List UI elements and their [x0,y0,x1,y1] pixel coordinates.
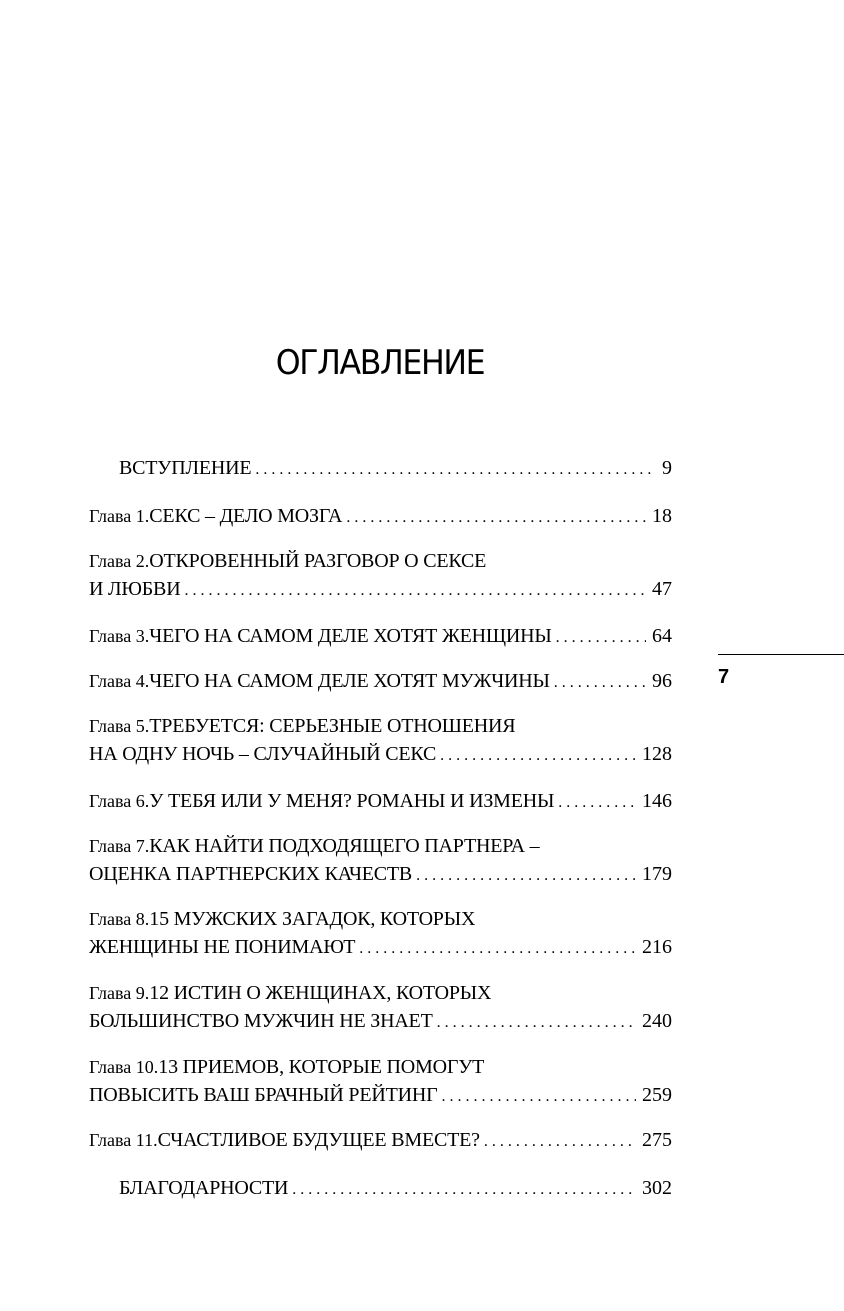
toc-entry-ch1 [89,502,672,530]
dot-leader [437,1007,636,1037]
toc-entry-ch8 [89,905,672,961]
chapter-number: Глава 2. [89,551,150,571]
toc-entry-title-continued: ЖЕНЩИНЫ НЕ ПОНИМАЮТ [89,936,356,958]
chapter-number: Глава 7. [89,836,150,856]
toc-entry-title-continued: НА ОДНУ НОЧЬ – СЛУЧАЙНЫЙ СЕКС [89,743,437,765]
toc-entry-ch5 [89,712,672,768]
toc-page-number: 302 [642,1177,672,1199]
toc-entry-ch9 [89,979,672,1035]
toc-entry-ch6 [89,787,672,815]
chapter-number: Глава 10. [89,1057,159,1077]
toc-page-number: 259 [642,1084,672,1106]
toc-entry-title: КАК НАЙТИ ПОДХОДЯЩЕГО ПАРТНЕРА – [149,835,540,857]
toc-entry-ch7 [89,832,672,888]
dot-leader [556,622,646,652]
toc-entry-title-continued: ОЦЕНКА ПАРТНЕРСКИХ КАЧЕСТВ [89,863,413,885]
margin-rule [718,654,844,655]
dot-leader [441,1081,636,1111]
chapter-number: Глава 6. [89,791,150,811]
chapter-number: Глава 4. [89,671,150,691]
dot-leader [184,575,646,605]
toc-entry-title: БЛАГОДАРНОСТИ [119,1177,289,1199]
toc-page-number: 128 [642,743,672,765]
toc-entry-title-continued: И ЛЮБВИ [89,578,181,600]
dot-leader [292,1174,636,1204]
toc-page-number: 18 [652,505,672,527]
chapter-number: Глава 9. [89,983,150,1003]
toc-page-number: 64 [652,625,672,647]
chapter-number: Глава 3. [89,626,150,646]
chapter-number: Глава 5. [89,716,150,736]
toc-entry-title: СЕКС – ДЕЛО МОЗГА [149,505,343,527]
toc-entry-ch11 [89,1126,672,1154]
toc-entry-title: 15 МУЖСКИХ ЗАГАДОК, КОТОРЫХ [149,908,476,930]
toc-entry-title: ЧЕГО НА САМОМ ДЕЛЕ ХОТЯТ МУЖЧИНЫ [149,670,550,692]
toc-entry-ch3 [89,622,672,650]
toc-entry-title: СЧАСТЛИВОЕ БУДУЩЕЕ ВМЕСТЕ? [157,1129,480,1151]
toc-entry-title: ТРЕБУЕТСЯ: СЕРЬЕЗНЫЕ ОТНОШЕНИЯ [149,715,516,737]
dot-leader [346,502,646,532]
toc-page-number: 146 [642,790,672,812]
toc-entry-title-continued: БОЛЬШИНСТВО МУЖЧИН НЕ ЗНАЕТ [89,1010,433,1032]
toc-entry-ch10 [89,1053,672,1109]
toc-page-number: 96 [652,670,672,692]
dot-leader [255,454,656,484]
dot-leader [416,860,636,890]
toc-entry-title: ВСТУПЛЕНИЕ [119,457,252,479]
toc-entry-title: ОТКРОВЕННЫЙ РАЗГОВОР О СЕКСЕ [149,550,487,572]
toc-entry-intro [89,454,672,482]
chapter-number: Глава 11. [89,1130,158,1150]
toc-entry-title: 12 ИСТИН О ЖЕНЩИНАХ, КОТОРЫХ [149,982,492,1004]
toc-page-number: 275 [642,1129,672,1151]
toc-page-number: 179 [642,863,672,885]
toc-entry-ch4 [89,667,672,695]
toc-page-number: 9 [662,457,672,479]
toc-entry-title: ЧЕГО НА САМОМ ДЕЛЕ ХОТЯТ ЖЕНЩИНЫ [149,625,552,647]
dot-leader [359,933,636,963]
toc-page-number: 240 [642,1010,672,1032]
chapter-number: Глава 1. [89,506,150,526]
toc-entry-thanks [89,1174,672,1202]
toc-page-number: 216 [642,936,672,958]
toc-page-number: 47 [652,578,672,600]
dot-leader [558,787,636,817]
toc-entry-title: У ТЕБЯ ИЛИ У МЕНЯ? РОМАНЫ И ИЗМЕНЫ [149,790,555,812]
dot-leader [484,1126,636,1156]
chapter-number: Глава 8. [89,909,150,929]
toc-entry-ch2 [89,547,672,603]
dot-leader [440,740,636,770]
page-title: ОГЛАВЛЕНИЕ [275,343,485,383]
page-number: 7 [718,666,730,688]
toc-entry-title-continued: ПОВЫСИТЬ ВАШ БРАЧНЫЙ РЕЙТИНГ [89,1084,438,1106]
toc-entry-title: 13 ПРИЕМОВ, КОТОРЫЕ ПОМОГУТ [158,1056,485,1078]
dot-leader [554,667,646,697]
